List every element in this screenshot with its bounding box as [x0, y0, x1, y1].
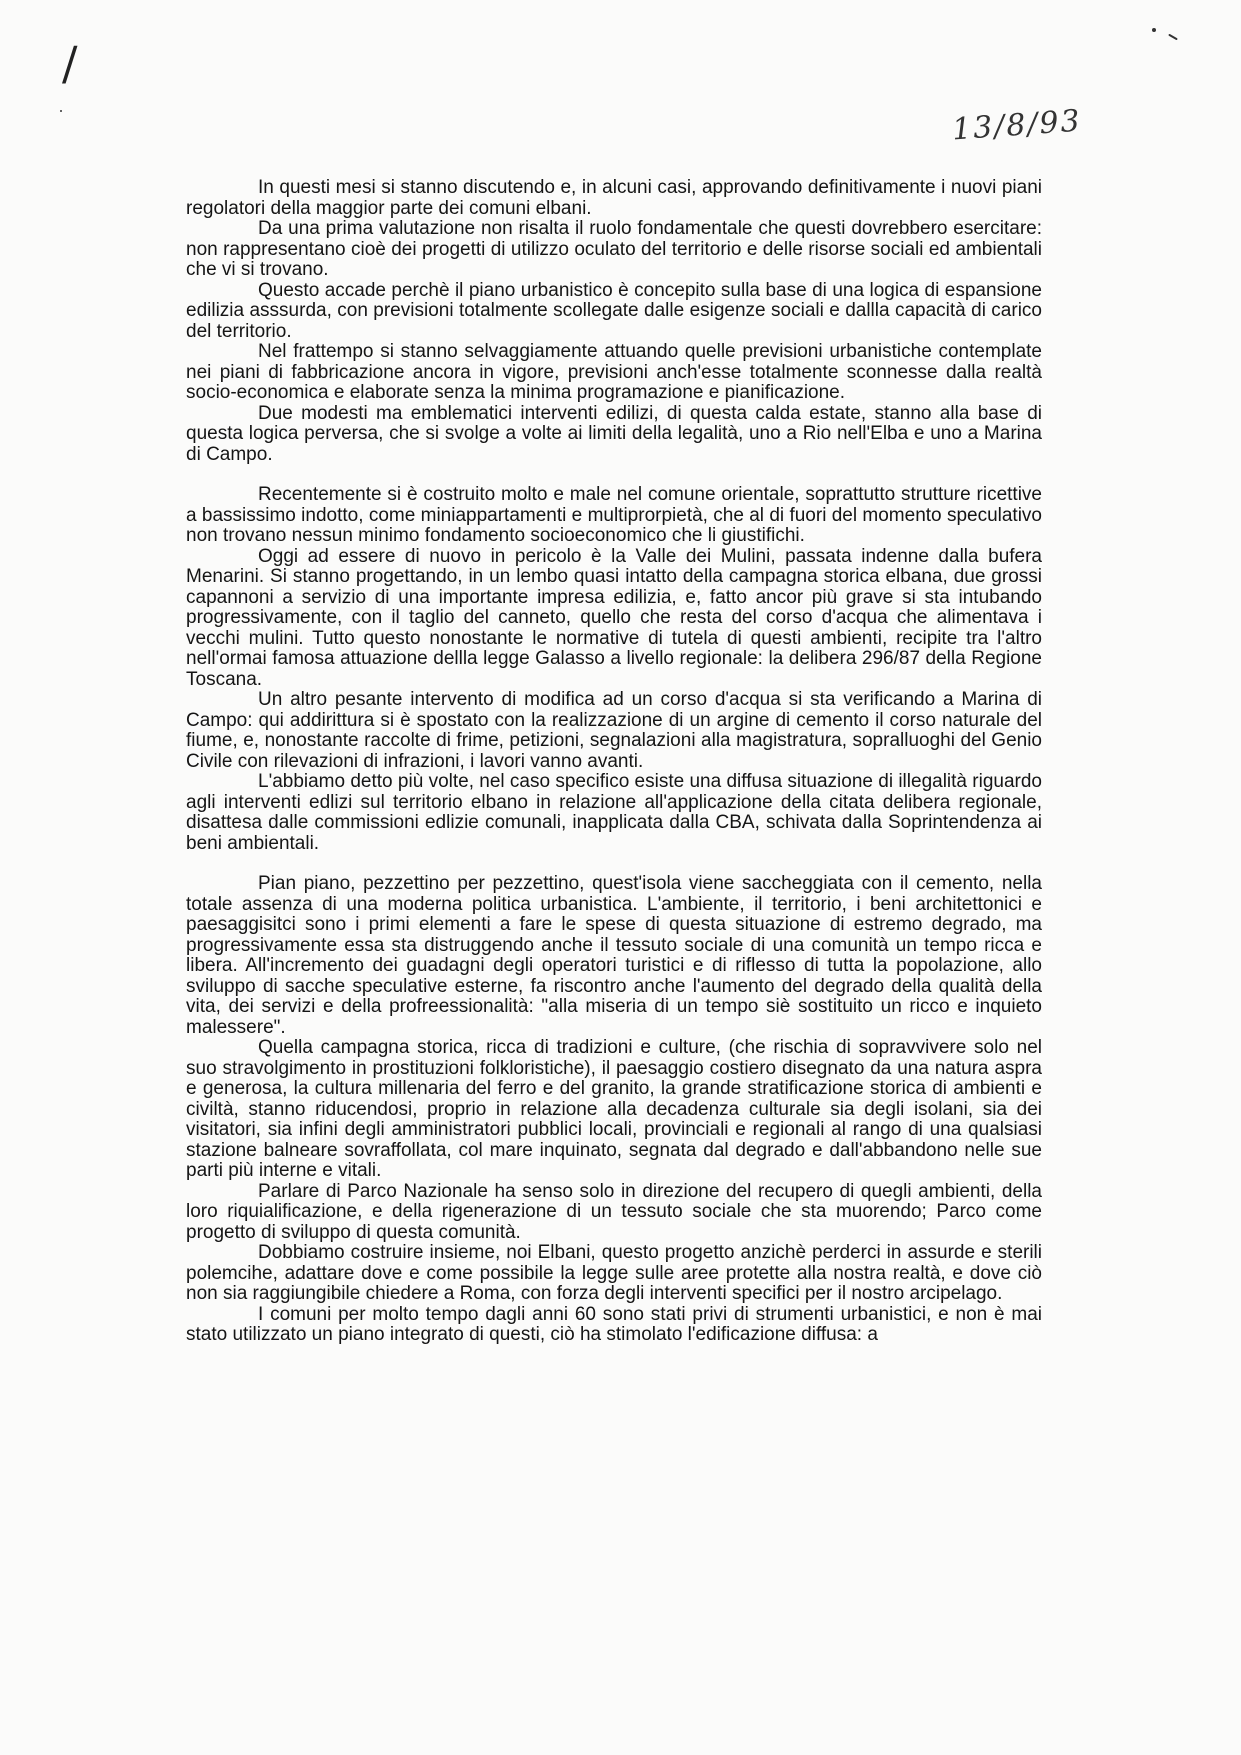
paragraph: In questi mesi si stanno discutendo e, in alcuni casi, approvando definitivamente i nuovi piani regolatori della maggior parte dei comuni elbani. — [186, 177, 1042, 219]
paragraph: Questo accade perchè il piano urbanistico è concepito sulla base di una logica di espansione edilizia asssurda, con previsioni totalmente scollegate dalle esigenze sociali e dallla capacità di carico del territorio. — [186, 279, 1042, 342]
paragraph: I comuni per molto tempo dagli anni 60 sono stati privi di strumenti urbanistici, e non è mai stato utilizzato un piano integrato di questi, ciò ha stimolato l'edificazione diffusa: a — [186, 1303, 1042, 1345]
corner-mark: / — [62, 36, 78, 90]
scan-speck — [1168, 34, 1178, 41]
scan-speck — [60, 110, 62, 112]
paragraph: Nel frattempo si stanno selvaggiamente attuando quelle previsioni urbanistiche contemplate nei piani di fabbricazione ancora in vigore, previsioni anch'esse totalmente sconnesse dalla realtà socio-economica e elaborate senza la minima programazione e pianificazione. — [186, 341, 1042, 403]
paragraph: Due modesti ma emblematici interventi edilizi, di questa calda estate, stanno alla base di questa logica perversa, che si svolge a volte ai limiti della legalità, uno a Rio nell'Elba e uno a Marina di Campo. — [186, 402, 1042, 465]
scan-speck — [1152, 28, 1156, 32]
paragraph: Oggi ad essere di nuovo in pericolo è la Valle dei Mulini, passata indenne dalla bufera Menarini. Si stanno progettando, in un lembo quasi intatto della campagna storica elbana, due grossi capannoni a servizio di una importante impresa edilizia, e, fatto ancor più grave si sta intubando progressivamente, con il taglio del canneto, quello che resta del corso d'acqua che alimentava i vecchi mulini. Tutto questo nonostante le normative di tutela di questi ambienti, recipite tra l'altro nell'ormai famosa attuazione dellla legge Galasso a livello regionale: la delibera 296/87 della Regione Toscana. — [186, 545, 1042, 690]
paragraph: Quella campagna storica, ricca di tradizioni e culture, (che rischia di sopravvivere solo nel suo stravolgimento in prostituzioni folkloristiche), il paesaggio costiero disegnato da una natura aspra e generosa, la cultura millenaria del ferro e del granito, la grande stratificazione storica di ambienti e civiltà, stanno riducendosi, proprio in relazione alla decadenza culturale sia degli isolani, sia dei visitatori, sia infini degli amministratori pubblici locali, provinciali e regionali al rango di una qualsiasi stazione balneare sovraffollata, col mare inquinato, segnata dal degrado e dall'abbandono nelle sue parti più interne e vitali. — [186, 1037, 1042, 1181]
letter-body — [186, 178, 1042, 1346]
paragraph: Recentemente si è costruito molto e male nel comune orientale, soprattutto strutture ricettive a bassissimo indotto, come miniappartamenti e multiprorpietà, che al di fuori del momento speculativo non trovano nessun minimo fondamento socioeconomico che li giustifichi. — [186, 484, 1042, 546]
handwritten-date: 13/8/93 — [950, 103, 1083, 148]
paragraph: Un altro pesante intervento di modifica ad un corso d'acqua si sta verificando a Marina di Campo: qui addirittura si è spostato con la realizzazione di un argine di cemento il corso naturale del fiume, e, nonostante raccolte di frime, petizioni, segnalazioni alla magistratura, sopralluoghi del Genio Civile con rilevazioni di infrazioni, i lavori vanno avanti. — [186, 689, 1042, 772]
paragraph: Da una prima valutazione non risalta il ruolo fondamentale che questi dovrebbero esercitare: non rappresentano cioè dei progetti di utilizzo oculato del territorio e delle risorse sociali ed ambientali che vi si trovano. — [186, 218, 1042, 280]
paragraph: Parlare di Parco Nazionale ha senso solo in direzione del recupero di quegli ambienti, della loro riquialificazione, e della rigenerazione di un tessuto sociale che sta muorendo; Parco come progetto di sviluppo di questa comunità. — [186, 1180, 1042, 1243]
paragraph: Pian piano, pezzettino per pezzettino, quest'isola viene saccheggiata con il cemento, nella totale assenza di una moderna politica urbanistica. L'ambiente, il territorio, i beni architettonici e paesaggisitci sono i primi elementi a fare le spese di questa situazione di estremo degrado, ma progressivamente essa sta distruggendo anche il tessuto sociale di una comunità un tempo ricca e libera. All'incremento dei guadagni degli operatori turistici e di riflesso di tutta la popolazione, allo sviluppo di sacche speculative esterne, fa riscontro anche l'aumento del degrado della qualità della vita, dei servizi e della profreessionalità: "alla miseria di un tempo siè sostituito un ricco e inquieto malessere". — [186, 873, 1042, 1038]
paragraph: L'abbiamo detto più volte, nel caso specifico esiste una diffusa situazione di illegalità riguardo agli interventi edlizi sul territorio elbano in relazione all'applicazione della citata delibera regionale, disattesa dalle commissioni edlizie comunali, inapplicata dalla CBA, schivata dalla Soprintendenza ai beni ambientali. — [186, 771, 1042, 854]
paragraph: Dobbiamo costruire insieme, noi Elbani, questo progetto anzichè perderci in assurde e sterili polemcihe, adattare dove e come possibile la legge sulle aree protette alla nostra realtà, e dove ciò non sia raggiungibile chiedere a Roma, con forza degli interventi specifici per il nostro arcipelago. — [186, 1242, 1042, 1304]
